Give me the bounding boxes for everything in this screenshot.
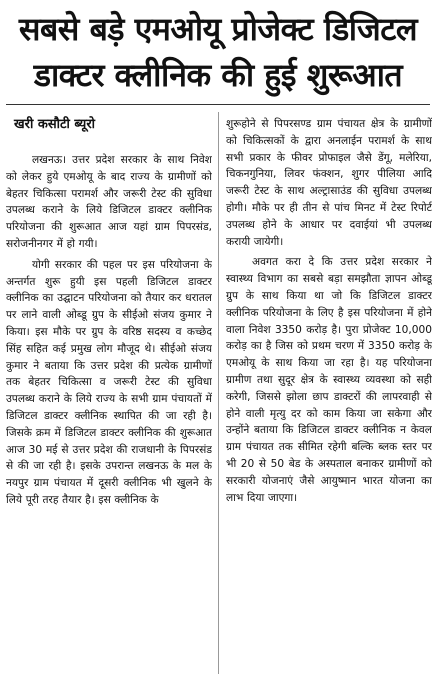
column-divider [218, 112, 219, 674]
article-paragraph: शुरूहोने से पिपरसण्ड ग्राम पंचायत क्षेत्र के ग्रामीणों को चिकित्सकों के द्वारा अनलाईन परामर्श के साथ सभी प्रकार के फीवर प्रोफाइल जैसे डेंगू, मलेरिया, चिकनगुनिया, लिवर फंक्शन, शुगर पीलिया आदि जरूरी टेस्ट के साथ अल्ट्रासाउंड की सुविधा उपलब्ध होगी। मौके पर ही तीन से पांच मिनट में टेस्ट रिपोर्ट उपलब्ध होने के आधार पर दवाईयां भी उपलब्ध करायी जायेगी। [226, 118, 432, 248]
headline-line-1: सबसे बड़े एमओयू प्रोजेक्ट डिजिटल [18, 10, 418, 48]
article-paragraph: लखनऊ। उत्तर प्रदेश सरकार के साथ निवेश को लेकर हुये एमओयू के बाद राज्य के ग्रामीणों को बेहतर चिकित्सा परामर्श और जरूरी टेस्ट की सुविधा उपलब्ध कराने के लिये डिजिटल डाक्टर क्लीनिक परियोजना की शुरूआत आज यहां ग्राम पिपरसंड, सरोजनीनगर में हो गयी। [6, 154, 212, 250]
article-right-column [226, 116, 432, 676]
headline-line-2: डाक्टर क्लीनिक की हुई शुरूआत [33, 56, 403, 94]
article-left-column [6, 152, 212, 672]
article-paragraph: योगी सरकार की पहल पर इस परियोजना के अन्तर्गत शुरू हुयी इस पहली डिजिटल डाक्टर क्लीनिक का उद्घाटन परियोजना को तैयार कर धरातल पर लाने वाली ओब्डू ग्रुप के सीईओ संजय कुमार ने किया। इस मौके पर ग्रुप के वरिष्ठ सदस्य व कच्छेद सिंह सहित कई प्रमुख लोग मौजूद थे। सीईओ संजय कुमार ने बताया कि उत्तर प्रदेश की प्रत्येक ग्रामीणों तक बेहतर चिकित्सा व जरूरी टेस्ट की सुविधा उपलब्ध कराने के लिये राज्य के सभी ग्राम पंचायतों में डिजिटल डाक्टर क्लीनिक स्थापित की जा रही है। जिसके क्रम में डिजिटल डाक्टर क्लीनिक की शुरूआत आज 30 मई से उत्तर प्रदेश की राजधानी के पिपरसंड से की जा रही है। इसके उपरान्त लखनऊ के मल के नयपुर ग्राम पंचायत में दूसरी क्लीनिक भी खुलने के लिये पूरी तरह तैयार है। इस क्लीनिक के [6, 258, 212, 506]
byline: खरी कसौटी ब्यूरो [14, 117, 96, 132]
headline-rule [6, 104, 430, 105]
article-paragraph: अवगत करा दे कि उत्तर प्रदेश सरकार ने स्वास्थ्य विभाग का सबसे बड़ा समझौता ज्ञापन ओब्डू ग्रुप के साथ किया था जो कि डिजिटल डाक्टर क्लीनिक परियोजना के लिए है इस परियोजना में होने वाला निवेश 3350 करोड़ है। पुरा प्रोजेक्ट 10,000 करोड़ का है जिस को प्रथम चरण में 3350 करोड़ के एमओयू के साथ किया जा रहा है। यह परियोजना ग्रामीण तथा सुदूर क्षेत्र के स्वास्थ्य व्यवस्था को सही करेगी, जिससे झोला छाप डाक्टरों की लापरवाही से होने वाली मृत्यु दर को काम किया जा सकेगा और उन्होंने बताया कि डिजिटल डाक्टर क्लीनिक न केवल ग्राम पंचायत तक सीमित रहेगी बल्कि ब्लक स्तर पर भी 20 से 50 बेड के अस्पताल बनाकर ग्रामीणों को सरकारी योजनाएं जैसे आयुष्मान भारत योजना का लाभ दिया जाएगा। [226, 256, 432, 504]
